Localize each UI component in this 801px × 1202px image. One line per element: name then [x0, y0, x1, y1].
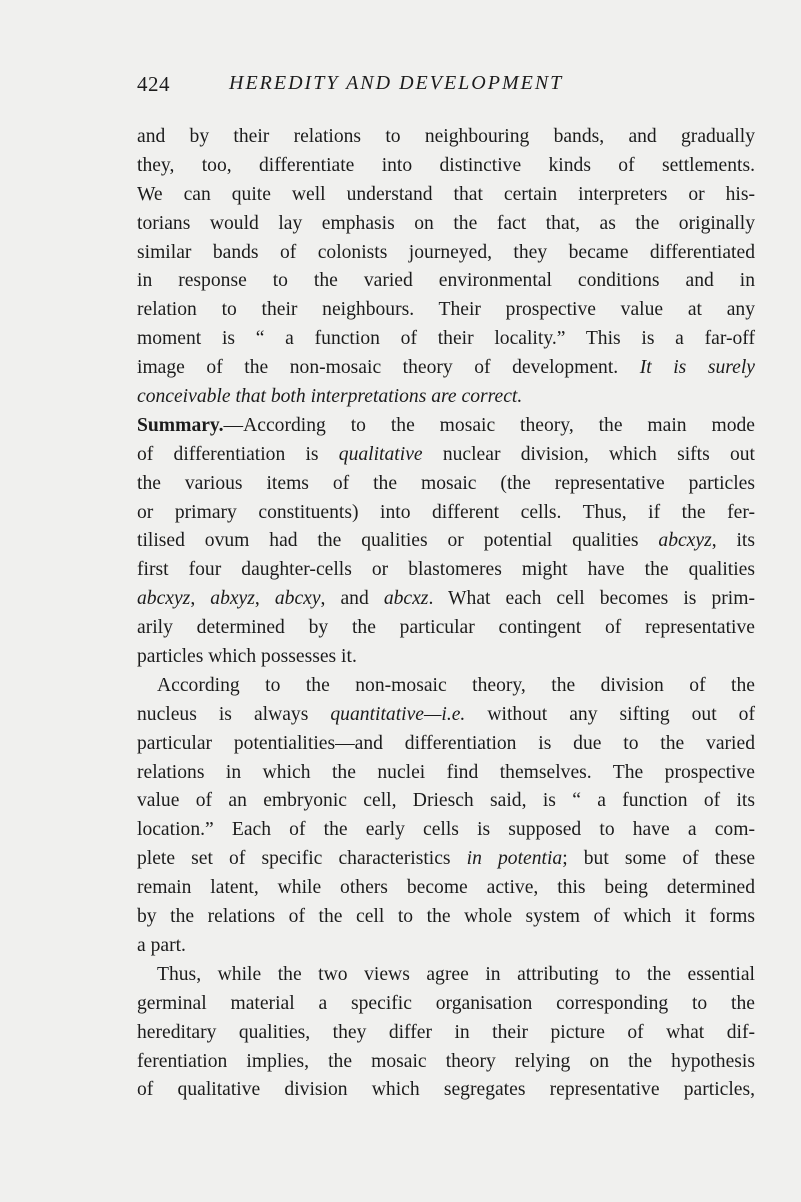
text-line: relation to their neighbours. Their prospective value at any — [137, 299, 755, 321]
summary-heading: Summary. — [137, 414, 224, 436]
italic-term: abcxyz — [137, 588, 191, 610]
text-line: arily determined by the particular contingent of representative — [137, 617, 755, 639]
text-line: by the relations of the cell to the whole system of which it forms — [137, 906, 755, 928]
text-line: the various items of the mosaic (the representative particles — [137, 472, 755, 494]
text-line: nucleus is always quantitative—i.e. without any sifting out of — [137, 703, 755, 725]
text-line: plete set of specific characteristics in potentia; but some of these — [137, 848, 756, 870]
text-line: in response to the varied environmental conditions and in — [137, 270, 755, 292]
text-line: tilised ovum had the qualities or potential qualities abcxyz, its — [137, 530, 755, 552]
text-line: particular potentialities—and differentiation is due to the varied — [137, 732, 755, 754]
text-line: abcxyz, abxyz, abcxy, and abcxz. What each cell becomes is prim- — [137, 588, 756, 610]
text-line: ferentiation implies, the mosaic theory relying on the hypothesis — [137, 1050, 755, 1072]
text-line: hereditary qualities, they differ in their picture of what dif- — [137, 1021, 755, 1043]
running-title: HEREDITY AND DEVELOPMENT — [229, 72, 564, 94]
italic-term: qualitative — [338, 443, 423, 465]
italic-term: quantitative—i.e. — [330, 703, 466, 725]
text-line: value of an embryonic cell, Driesch said, is “ a function of its — [137, 790, 755, 812]
italic-term: abcxyz — [658, 530, 712, 552]
text-line: similar bands of colonists journeyed, they became differentiated — [137, 241, 755, 263]
text-line: We can quite well understand that certain interpreters or his- — [137, 183, 755, 205]
text-line: they, too, differentiate into distinctive kinds of settlements. — [137, 154, 755, 176]
text-line: of qualitative division which segregates representative particles, — [137, 1079, 755, 1101]
text-line: moment is “ a function of their locality.” This is a far-off — [137, 328, 755, 350]
page-number: 424 — [137, 72, 170, 96]
italic-term: abcxy — [274, 588, 321, 610]
text-line: torians would lay emphasis on the fact that, as the originally — [137, 212, 755, 234]
text-line: remain latent, while others become active, this being determined — [137, 877, 755, 899]
text-line: of differentiation is qualitative nuclear division, which sifts out — [137, 443, 755, 465]
text-line: or primary constituents) into different cells. Thus, if the fer- — [137, 501, 755, 523]
text-line: germinal material a specific organisation corresponding to the — [137, 992, 755, 1014]
text-line: conceivable that both interpretations are correct. — [137, 386, 523, 408]
text-line: particles which possesses it. — [137, 646, 357, 668]
text-line: relations in which the nuclei find themselves. The prospective — [137, 761, 755, 783]
summary-heading-line: Summary.—According to the mosaic theory, the main mode — [137, 414, 755, 436]
text-line: location.” Each of the early cells is supposed to have a com- — [137, 819, 755, 841]
text-line: first four daughter-cells or blastomeres might have the qualities — [137, 559, 755, 581]
italic-term: in potentia — [466, 848, 563, 870]
page-header — [137, 72, 757, 106]
text-line: According to the non-mosaic theory, the division of the — [157, 674, 755, 696]
text-line: Thus, while the two views agree in attributing to the essential — [157, 963, 755, 985]
text-line: a part. — [137, 934, 186, 956]
body-text — [137, 123, 755, 1105]
text-line: image of the non-mosaic theory of development. It is surely — [137, 357, 755, 379]
text-line: and by their relations to neighbouring bands, and gradually — [137, 126, 755, 147]
italic-term: abxyz — [210, 588, 255, 610]
italic-term: abcxz — [383, 588, 429, 610]
italic-phrase: It is surely — [639, 357, 755, 379]
